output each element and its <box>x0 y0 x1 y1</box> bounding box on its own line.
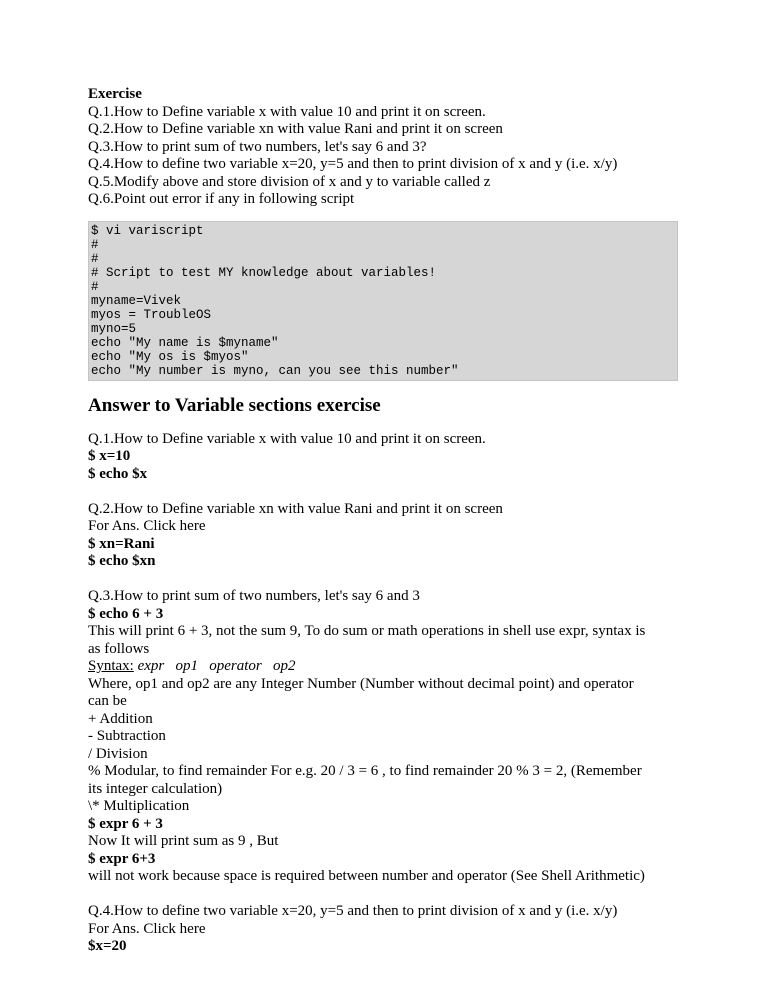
answer-q3-text: Where, op1 and op2 are any Integer Number (Number without decimal point) and operator <box>88 675 634 692</box>
script-code-block <box>88 221 678 381</box>
operator-item: % Modular, to find remainder For e.g. 20 / 3 = 6 , to find remainder 20 % 3 = 2, (Remember <box>88 763 642 779</box>
answer-q1-question: Q.1.How to Define variable x with value 10 and print it on screen. <box>88 430 486 447</box>
answer-q4-question: Q.4.How to define two variable x=20, y=5 and then to print division of x and y (i.e. x/y) <box>88 903 618 919</box>
exercise-question-2: Q.2.How to Define variable xn with value Rani and print it on screen <box>88 121 503 137</box>
code-line: # <box>91 251 99 266</box>
answer-q2-command: $ echo $xn <box>88 553 156 569</box>
exercise-question-5: Q.5.Modify above and store division of x and y to variable called z <box>88 173 491 190</box>
answer-q3-text: as follows <box>88 640 150 657</box>
code-line: myname=Vivek <box>91 293 182 308</box>
answer-q3-command: $ expr 6+3 <box>88 850 156 867</box>
operator-item: - Subtraction <box>88 728 166 744</box>
answer-q3-syntax <box>88 658 688 676</box>
answer-q1-command: $ echo $x <box>88 465 148 482</box>
code-line: # <box>91 237 99 252</box>
syntax-label: Syntax: <box>88 658 134 674</box>
answer-q1-command: $ x=10 <box>88 448 131 464</box>
code-line: echo "My os is $myos" <box>91 349 249 364</box>
exercise-heading: Exercise <box>88 86 142 102</box>
operator-item: / Division <box>88 745 148 762</box>
operator-item: its integer calculation) <box>88 780 223 797</box>
syntax-value: expr op1 operator op2 <box>133 658 296 674</box>
answer-q3-text: can be <box>88 693 127 709</box>
answers-heading: Answer to Variable sections exercise <box>88 394 381 416</box>
exercise-question-6: Q.6.Point out error if any in following script <box>88 191 355 207</box>
operator-item: + Addition <box>88 710 153 727</box>
answer-q2-click-link[interactable]: For Ans. Click here <box>88 518 206 534</box>
code-line: echo "My name is $myname" <box>91 335 279 350</box>
answer-q3-command: $ expr 6 + 3 <box>88 815 163 832</box>
exercise-question-3: Q.3.How to print sum of two numbers, let's say 6 and 3? <box>88 138 427 155</box>
answer-q3-command: $ echo 6 + 3 <box>88 605 164 622</box>
code-line: myos = TroubleOS <box>91 307 212 322</box>
code-line: # Script to test MY knowledge about variables! <box>91 265 437 280</box>
answer-q2-question: Q.2.How to Define variable xn with value Rani and print it on screen <box>88 500 503 517</box>
answer-q3-text: will not work because space is required between number and operator (See Shell Arithmetic) <box>88 868 645 884</box>
code-line: # <box>91 279 99 294</box>
exercise-question-4: Q.4.How to define two variable x=20, y=5 and then to print division of x and y (i.e. x/y) <box>88 156 618 172</box>
answer-q3-text: This will print 6 + 3, not the sum 9, To do sum or math operations in shell use expr, syntax is <box>88 623 646 639</box>
document-page <box>88 86 688 956</box>
answer-q4-click-link[interactable]: For Ans. Click here <box>88 920 206 937</box>
answer-q3-question: Q.3.How to print sum of two numbers, let's say 6 and 3 <box>88 588 420 604</box>
answer-q4-command: $x=20 <box>88 938 127 954</box>
code-line: echo "My number is myno, can you see this number" <box>91 363 459 378</box>
code-line: myno=5 <box>91 321 137 336</box>
operator-item: \* Multiplication <box>88 798 190 814</box>
code-line: $ vi variscript <box>91 223 204 238</box>
answer-q2-command: $ xn=Rani <box>88 535 155 552</box>
answer-q3-text: Now It will print sum as 9 , But <box>88 833 279 849</box>
exercise-question-1: Q.1.How to Define variable x with value 10 and print it on screen. <box>88 103 486 120</box>
